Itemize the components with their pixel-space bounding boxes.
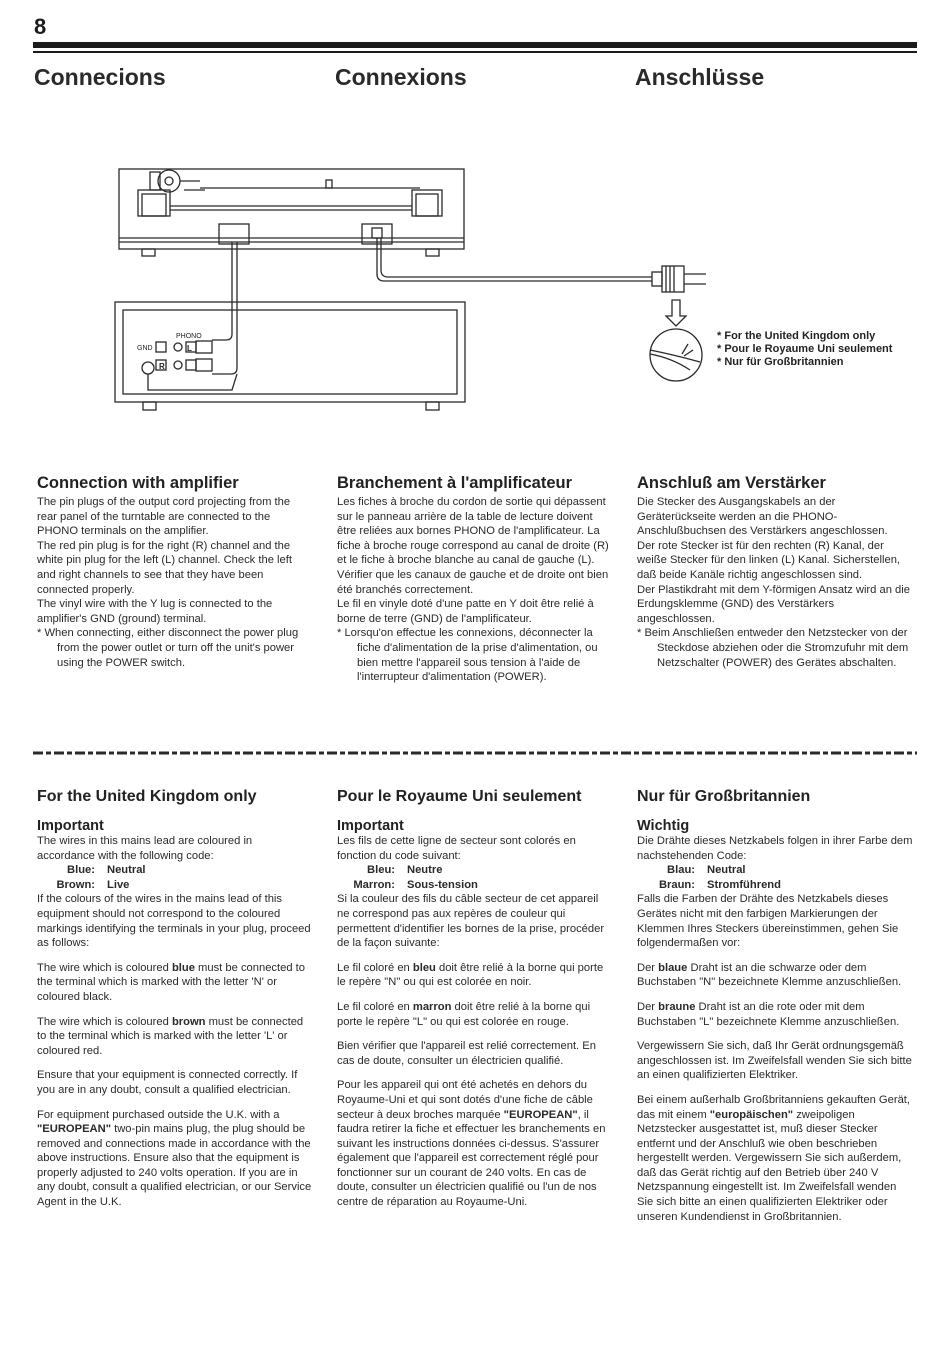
- amplifier-section-de: [637, 474, 912, 670]
- color-code-row: Braun: Stromführend: [658, 878, 781, 891]
- paragraph: The wires in this mains lead are coloured in accordance with the following code:: [37, 835, 253, 862]
- paragraph: Les fiches à broche du cordon de sortie qui dépassent sur le panneau arrière de la table de lecture doivent être reliées aux bornes PHONO de l'amplificateur. La fiche à broche rouge correspond au canal de droite (R) et le fiche à broche blanche au canal de gauche (L). Vérifier que les canaux de gauche et de droite ont bien été branchés correctement.: [337, 496, 609, 596]
- uk-heading-en: For the United Kingdom only: [37, 788, 257, 805]
- important-subheading-de: Wichtig: [637, 818, 690, 834]
- paragraph: For equipment purchased outside the U.K. with a "EUROPEAN" two-pin mains plug, the plug should be removed and connections made in accordance with the above instructions. Ensure also that the equipment is properly adjusted to 240 volts operation. If you are in any doubt, consult a qualified electrician, or our Service Agent in the U.K.: [37, 1108, 312, 1209]
- connection-diagram: [0, 150, 950, 420]
- left-channel-label: L: [187, 344, 192, 353]
- paragraph: Der blaue Draht ist an die schwarze oder dem Buchstaben "N" bezeichnete Klemme anzuschließen.: [637, 961, 902, 989]
- paragraph: The red pin plug is for the right (R) channel and the white pin plug for the left (L) channel. Check the left and right channels to see that they have been connected properly.: [37, 539, 292, 596]
- paragraph: Die Drähte dieses Netzkabels folgen in ihrer Farbe dem nachstehenden Code:: [637, 835, 913, 862]
- phono-label: PHONO: [176, 333, 202, 340]
- uk-section-de: [637, 788, 914, 1224]
- paragraph: Ensure that your equipment is connected correctly. If you are in any doubt, consult a qualified electrician.: [37, 1069, 298, 1096]
- paragraph: The wire which is coloured brown must be connected to the terminal which is marked with the letter 'L' or coloured red.: [37, 1015, 304, 1057]
- header-rule-thin: [33, 51, 917, 53]
- color-code-row: Marron: Sous-tension: [353, 878, 478, 891]
- uk-note-en: * For the United Kingdom only: [717, 330, 876, 342]
- paragraph: Pour les appareil qui ont été achetés en dehors du Royaume-Uni et qui sont dotés d'une fiche de câble secteur à deux broches marquée "EUROPEAN", il faudra retirer la fiche et effectuer les branchements en suivant les instructions données ci-dessus. S'assurer également que l'appareil est correctement réglé pour fonctionner sur un courant de 240 volts. En cas de doute, consulter un électricien qualifié ou l'un de nos centre de réparation au Royaume-Uni.: [337, 1079, 606, 1209]
- paragraph: Der Plastikdraht mit dem Y-förmigen Ansatz wird an die Erdungsklemme (GND) des Verstärkers angeschlossen.: [637, 583, 910, 625]
- paragraph: Bien vérifier que l'appareil est relié correctement. En cas de doute, consulter un électricien qualifié.: [337, 1040, 596, 1067]
- amplifier-illustration: [115, 302, 465, 410]
- paragraph: Le fil coloré en marron doit être relié à la borne qui porte le repère "L" ou qui est colorée en rouge.: [337, 1000, 591, 1028]
- paragraph: The wire which is coloured blue must be connected to the terminal which is marked with the letter 'N' or coloured black.: [37, 961, 306, 1003]
- amplifier-heading-en: Connection with amplifier: [37, 474, 239, 492]
- paragraph: Vergewissern Sie sich, daß Ihr Gerät ordnungsgemäß angeschlossen ist. Im Zweifelsfall wenden Sie sich bitte an einen qualifizierten Elektriker.: [637, 1040, 912, 1082]
- uk-only-note: [717, 330, 897, 369]
- paragraph: If the colours of the wires in the mains lead of this equipment should not correspond to the coloured markings identifying the terminals in your plug, proceed as follows:: [37, 893, 311, 950]
- uk-section-fr: [337, 788, 612, 1210]
- gnd-label: GND: [137, 345, 153, 352]
- amplifier-heading-fr: Branchement à l'amplificateur: [337, 474, 572, 492]
- paragraph: Si la couleur des fils du câble secteur de cet appareil ne correspond pas aux repères de couleur qui permettent d'identifier les bornes de la prise, procéder de la façon suivante:: [337, 893, 605, 950]
- paragraph: Die Stecker des Ausgangskabels an der Geräterückseite werden an die PHONO-Anschlußbuchsen des Verstärkers angeschlossen.: [637, 496, 888, 538]
- dashed-divider: [33, 750, 917, 756]
- note-bullet: * Beim Anschließen entweder den Netzstecker von der Steckdose abziehen oder die Stromzufuhr mit dem Netzschalter (POWER) des Gerätes abschalten.: [637, 627, 909, 669]
- uk-note-de: * Nur für Großbritannien: [717, 356, 844, 368]
- paragraph: Le fil en vinyle doté d'une patte en Y doit être relié à borne de terre (GND) de l'amplificateur.: [337, 598, 594, 625]
- paragraph: Der braune Draht ist an die rote oder mit dem Buchstaben "L" bezeichnete Klemme anzuschließen.: [637, 1000, 900, 1028]
- paragraph: Les fils de cette ligne de secteur sont colorés en fonction du code suivant:: [337, 835, 576, 862]
- paragraph: Der rote Stecker ist für den rechten (R) Kanal, der weiße Stecker für den linken (L) Kanal. Sicherstellen, daß beide Kanäle richtig angeschlossen sind.: [637, 539, 901, 581]
- right-channel-label: R: [159, 362, 165, 371]
- paragraph: Bei einem außerhalb Großbritanniens gekauften Gerät, das mit einem "europäischen" zweipoligen Netzstecker ausgestattet ist, muß dieser Stecker entfernt und der Anschluß wie oben beschrieben hergestellt werden. Vergewissern Sie sich außerdem, daß das Gerät richtig auf den Betrieb über 240 V Netzspannung eingestellt ist. Im Zweifelsfall wenden Sie sich bitte an einen qualifizierten Elektriker oder unseren Kundendienst in Großbritannien.: [637, 1093, 911, 1223]
- turntable-illustration: [119, 169, 464, 256]
- paragraph: The vinyl wire with the Y lug is connected to the amplifier's GND (ground) terminal.: [37, 598, 273, 625]
- uk-heading-fr: Pour le Royaume Uni seulement: [337, 788, 582, 805]
- amplifier-heading-de: Anschluß am Verstärker: [637, 474, 826, 492]
- color-code-row: Blue: Neutral: [67, 864, 146, 877]
- amplifier-section-en: [37, 474, 312, 670]
- color-code-row: Bleu: Neutre: [367, 864, 443, 877]
- important-subheading-en: Important: [37, 818, 104, 834]
- important-subheading-fr: Important: [337, 818, 404, 834]
- paragraph: Le fil coloré en bleu doit être relié à la borne qui porte le repère "N" ou qui est colorée en noir.: [337, 961, 604, 989]
- power-plug-illustration: [652, 266, 706, 292]
- uk-note-fr: * Pour le Royaume Uni seulement: [717, 343, 893, 355]
- header-rule: [33, 42, 917, 48]
- note-bullet: * Lorsqu'on effectue les connexions, déconnecter la fiche d'alimentation de la prise d'alimentation, ou bien mettre l'appareil sous tension à l'aide de l'interrupteur d'alimentation (POWER).: [337, 627, 598, 684]
- paragraph: Falls die Farben der Drähte des Netzkabels dieses Gerätes nicht mit den farbigen Markierungen der Klemmen Ihres Steckers übereinstimmen, gehen Sie folgendermaßen vor:: [637, 893, 899, 950]
- uk-heading-de: Nur für Großbritannien: [637, 788, 811, 805]
- section-title-fr: Connexions: [335, 64, 467, 90]
- page-number: 8: [34, 14, 47, 39]
- uk-section-en: [37, 788, 312, 1210]
- color-code-row: Blau: Neutral: [667, 864, 746, 877]
- color-code-row: Brown: Live: [56, 878, 130, 891]
- amplifier-section-fr: [337, 474, 612, 685]
- section-title-en: Connecions: [34, 64, 166, 90]
- paragraph: The pin plugs of the output cord projecting from the rear panel of the turntable are connected to the PHONO terminals on the amplifier.: [37, 496, 291, 538]
- section-title-de: Anschlüsse: [635, 64, 765, 90]
- note-bullet: * When connecting, either disconnect the power plug from the power outlet or turn off the unit's power using the POWER switch.: [37, 627, 299, 669]
